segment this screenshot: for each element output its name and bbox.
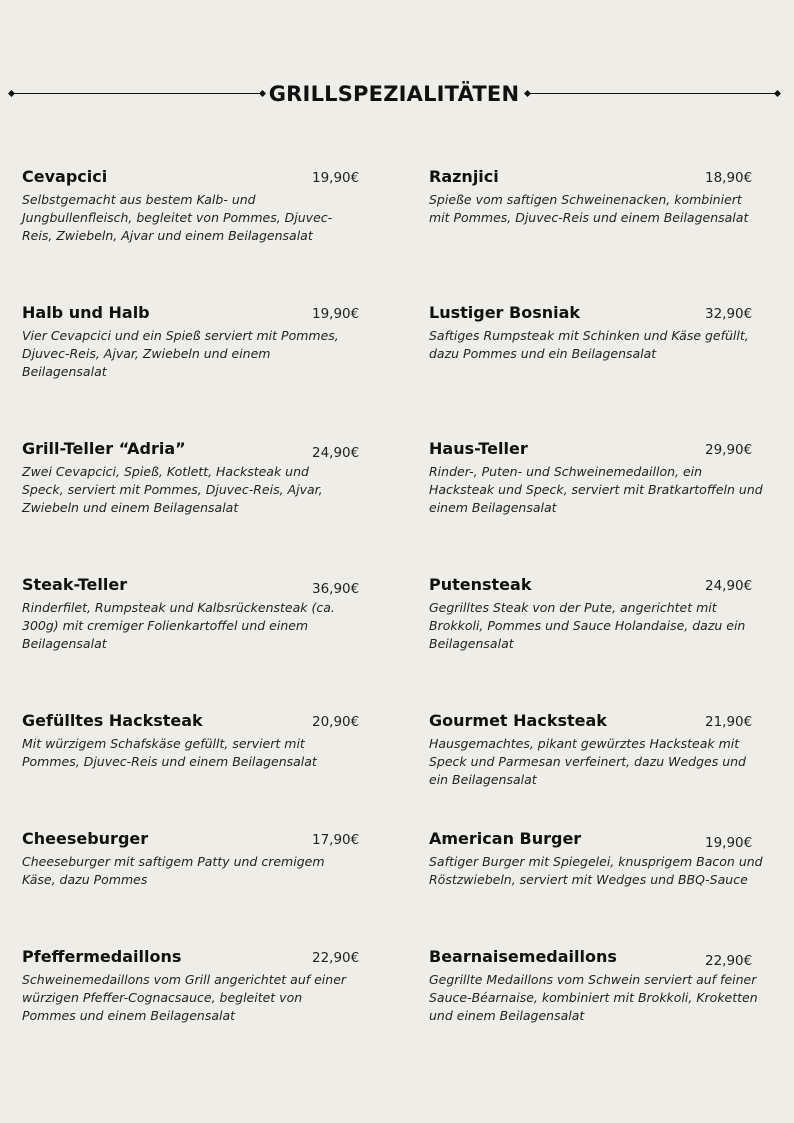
menu-item-price: 19,90€ bbox=[312, 170, 360, 186]
menu-item-name: Lustiger Bosniak bbox=[429, 303, 581, 322]
menu-item-description: Mit würzigem Schafskäse gefüllt, serviert mit Pommes, Djuvec-Reis und einem Beilagensalat bbox=[22, 736, 317, 769]
menu-item-description: Rinderfilet, Rumpsteak und Kalbsrückensteak (ca. 300g) mit cremiger Folienkartoffel und einem Beilagensalat bbox=[22, 600, 335, 651]
menu-item-name: Cevapcici bbox=[22, 167, 108, 186]
menu-item-price: 20,90€ bbox=[312, 714, 360, 730]
menu-item-description: Zwei Cevapcici, Spieß, Kotlett, Hacksteak und Speck, serviert mit Pommes, Djuvec-Reis, Ajvar, Zwiebeln und einem Beilagensalat bbox=[22, 464, 323, 515]
diamond-ornament-icon bbox=[8, 90, 15, 97]
menu-item-price: 19,90€ bbox=[705, 835, 753, 851]
menu-item-price: 18,90€ bbox=[705, 170, 753, 186]
menu-item-description: Spieße vom saftigen Schweinenacken, kombiniert mit Pommes, Djuvec-Reis und einem Beilagensalat bbox=[429, 192, 749, 225]
menu-item-name: Gefülltes Hacksteak bbox=[22, 711, 203, 730]
menu-item-name: American Burger bbox=[429, 829, 582, 848]
page-title: GRILLSPEZIALITÄTEN bbox=[268, 82, 520, 106]
menu-item-name: Haus-Teller bbox=[429, 439, 528, 458]
menu-item-name: Gourmet Hacksteak bbox=[429, 711, 607, 730]
divider-line-left bbox=[12, 93, 262, 94]
menu-item-price: 17,90€ bbox=[312, 832, 360, 848]
diamond-ornament-icon bbox=[774, 90, 781, 97]
menu-item-description: Vier Cevapcici und ein Spieß serviert mit Pommes, Djuvec-Reis, Ajvar, Zwiebeln und einem Beilagensalat bbox=[22, 328, 339, 379]
divider-line-right bbox=[527, 93, 777, 94]
menu-item-description: Selbstgemacht aus bestem Kalb- und Jungbullenfleisch, begleitet von Pommes, Djuvec-Reis, Zwiebeln, Ajvar und einem Beilagensalat bbox=[22, 192, 333, 243]
menu-item-price: 21,90€ bbox=[705, 714, 753, 730]
menu-item-price: 36,90€ bbox=[312, 581, 360, 597]
menu-item-name: Halb und Halb bbox=[22, 303, 150, 322]
menu-item-description: Hausgemachtes, pikant gewürztes Hacksteak mit Speck und Parmesan verfeinert, dazu Wedges und ein Beilagensalat bbox=[429, 736, 746, 787]
menu-item-name: Raznjici bbox=[429, 167, 499, 186]
menu-item-price: 24,90€ bbox=[705, 578, 753, 594]
menu-item-price: 29,90€ bbox=[705, 442, 753, 458]
menu-item-name: Cheeseburger bbox=[22, 829, 149, 848]
menu-item-price: 22,90€ bbox=[705, 953, 753, 969]
menu-item-description: Schweinemedaillons vom Grill angerichtet auf einer würzigen Pfeffer-Cognacsauce, begleitet von Pommes und einem Beilagensalat bbox=[22, 972, 347, 1023]
menu-item-description: Gegrilltes Steak von der Pute, angerichtet mit Brokkoli, Pommes und Sauce Holandaise, dazu ein Beilagensalat bbox=[429, 600, 746, 651]
menu-item-name: Bearnaisemedaillons bbox=[429, 947, 617, 966]
menu-item-description: Saftiger Burger mit Spiegelei, knusprigem Bacon und Röstzwiebeln, serviert mit Wedges und BBQ-Sauce bbox=[429, 854, 763, 887]
menu-item-description: Rinder-, Puten- und Schweinemedaillon, ein Hacksteak und Speck, serviert mit Bratkartoffeln und einem Beilagensalat bbox=[429, 464, 763, 515]
menu-header bbox=[0, 78, 794, 110]
menu-item-price: 19,90€ bbox=[312, 306, 360, 322]
menu-item-name: Grill-Teller “Adria” bbox=[22, 439, 186, 458]
menu-item-description: Gegrillte Medaillons vom Schwein serviert auf feiner Sauce-Béarnaise, kombiniert mit Brokkoli, Kroketten und einem Beilagensalat bbox=[429, 972, 758, 1023]
menu-item-price: 32,90€ bbox=[705, 306, 753, 322]
menu-item-name: Steak-Teller bbox=[22, 575, 128, 594]
menu-item-price: 22,90€ bbox=[312, 950, 360, 966]
menu-item-name: Putensteak bbox=[429, 575, 532, 594]
menu-item-description: Saftiges Rumpsteak mit Schinken und Käse gefüllt, dazu Pommes und ein Beilagensalat bbox=[429, 328, 749, 361]
menu-item-price: 24,90€ bbox=[312, 445, 360, 461]
menu-item-description: Cheeseburger mit saftigem Patty und cremigem Käse, dazu Pommes bbox=[22, 854, 325, 887]
menu-item-name: Pfeffermedaillons bbox=[22, 947, 182, 966]
